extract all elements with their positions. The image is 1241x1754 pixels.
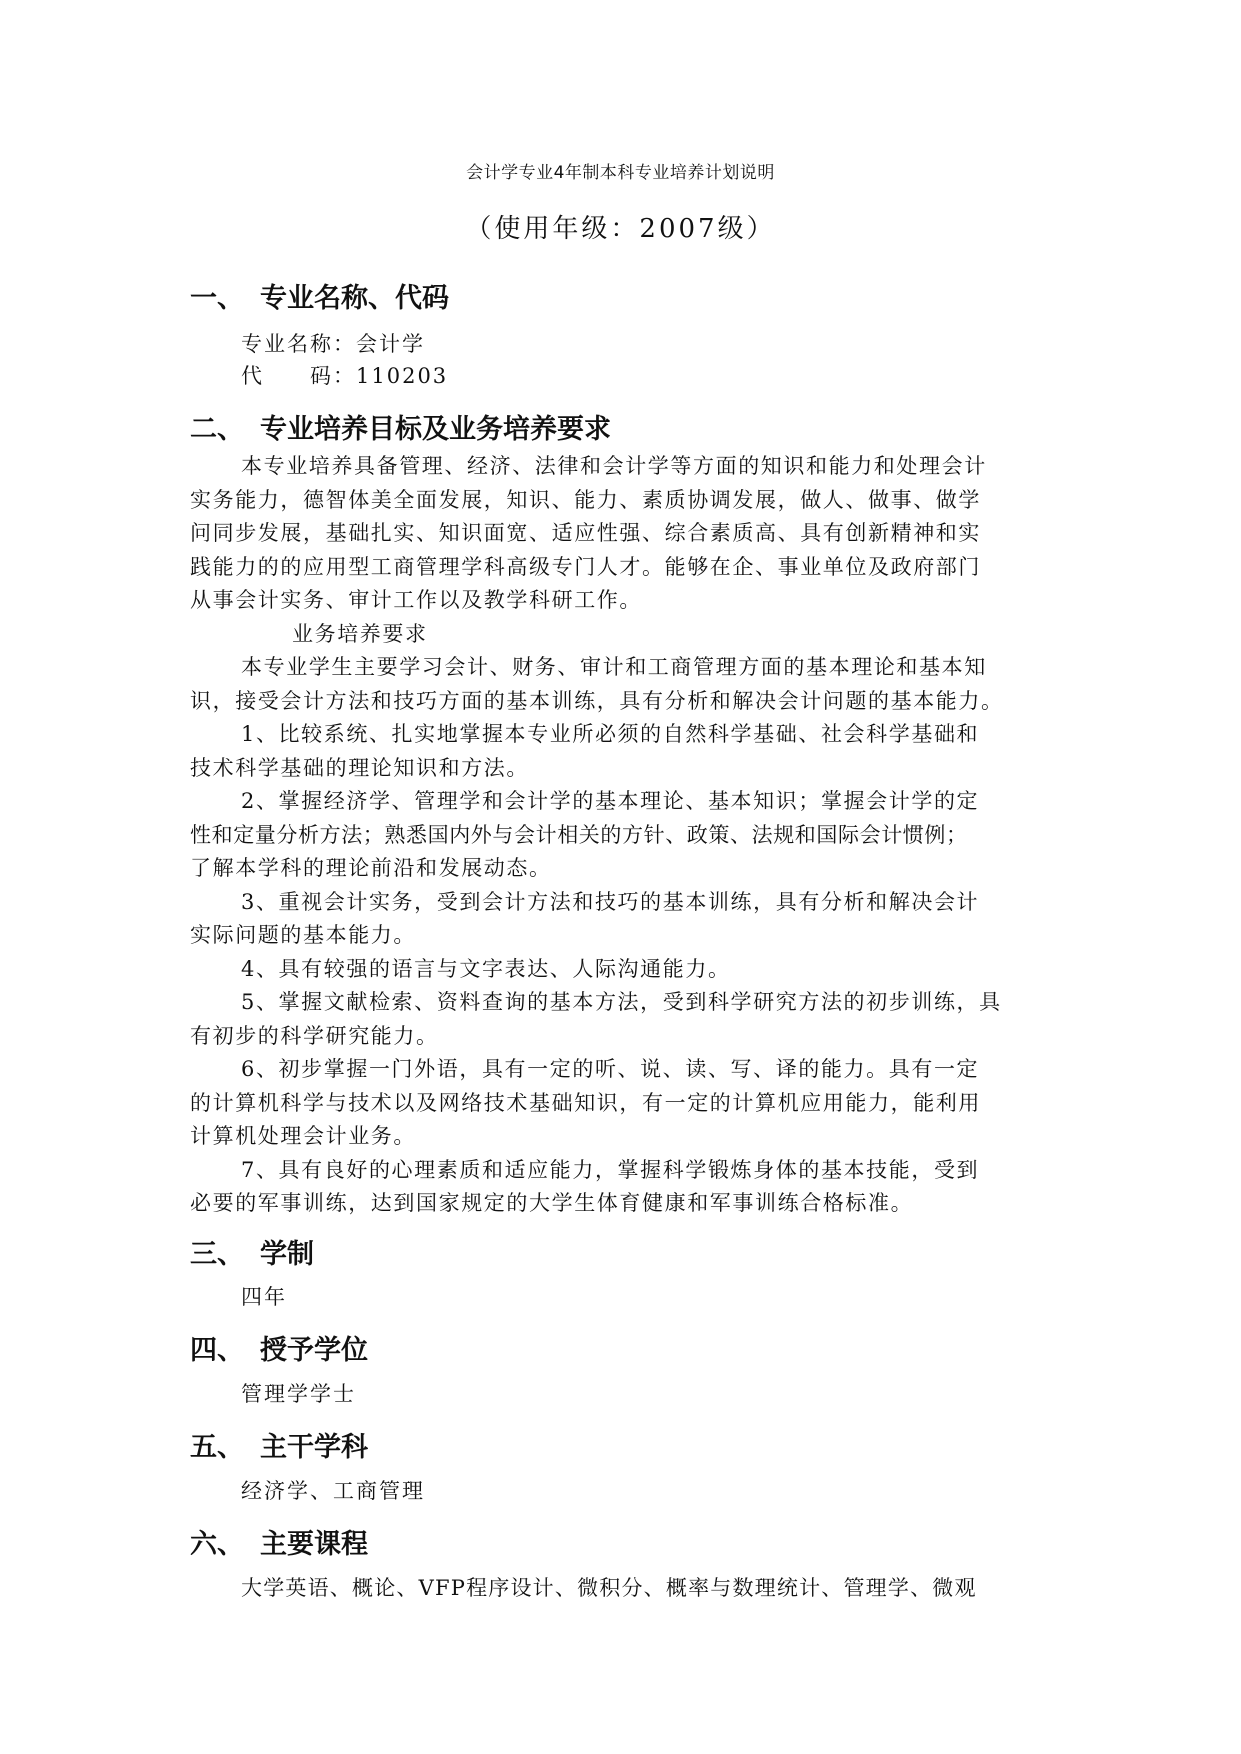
requirement-item-3: 实际问题的基本能力。 xyxy=(190,923,416,947)
requirement-item-5: 有初步的科学研究能力。 xyxy=(190,1024,439,1048)
section-title: 授予学位 xyxy=(260,1335,368,1366)
requirement-item-2: 了解本学科的理论前沿和发展动态。 xyxy=(190,856,552,880)
requirement-item-6: 6、初步掌握一门外语，具有一定的听、说、读、写、译的能力。具有一定 xyxy=(241,1057,980,1081)
section-title: 专业名称、代码 xyxy=(260,283,449,314)
requirement-item-7: 7、具有良好的心理素质和适应能力，掌握科学锻炼身体的基本技能，受到 xyxy=(241,1158,980,1182)
section-number: 四、 xyxy=(190,1335,244,1366)
objective-line: 本专业培养具备管理、经济、法律和会计学等方面的知识和能力和处理会计 xyxy=(241,454,987,478)
document-title: 会计学专业4年制本科专业培养计划说明 xyxy=(466,163,775,183)
section-number: 二、 xyxy=(190,414,244,445)
requirement-item-1: 技术科学基础的理论知识和方法。 xyxy=(190,756,529,780)
requirement-item-2: 性和定量分析方法；熟悉国内外与会计相关的方针、政策、法规和国际会计惯例； xyxy=(190,823,968,847)
section-number: 三、 xyxy=(190,1239,244,1270)
section-title: 专业培养目标及业务培养要求 xyxy=(260,414,611,445)
section-title: 主要课程 xyxy=(260,1529,368,1560)
duration-value: 四年 xyxy=(241,1285,287,1309)
degree-value: 管理学学士 xyxy=(241,1382,356,1406)
objective-line: 实务能力，德智体美全面发展，知识、能力、素质协调发展，做人、做事、做学 xyxy=(190,488,981,512)
section-heading-1 xyxy=(190,276,449,315)
major-name-line: 专业名称：会计学 xyxy=(241,332,425,356)
section-heading-6 xyxy=(190,1522,368,1561)
requirements-intro-line: 识，接受会计方法和技巧方面的基本训练，具有分析和解决会计问题的基本能力。 xyxy=(190,689,1004,713)
objective-line: 问同步发展，基础扎实、知识面宽、适应性强、综合素质高、具有创新精神和实 xyxy=(190,521,981,545)
requirement-item-6: 计算机处理会计业务。 xyxy=(190,1124,416,1148)
document-subtitle: （使用年级：2007级） xyxy=(465,214,776,244)
section-number: 五、 xyxy=(190,1432,244,1463)
section-heading-2 xyxy=(190,407,611,446)
section-title: 主干学科 xyxy=(260,1432,368,1463)
requirement-item-1: 1、比较系统、扎实地掌握本专业所必须的自然科学基础、社会科学基础和 xyxy=(241,722,980,746)
objective-line: 从事会计实务、审计工作以及教学科研工作。 xyxy=(190,588,642,612)
section-heading-4 xyxy=(190,1328,368,1367)
objective-line: 践能力的的应用型工商管理学科高级专门人才。能够在企、事业单位及政府部门 xyxy=(190,555,981,579)
major-code-label: 代 码： xyxy=(241,364,356,388)
disciplines-value: 经济学、工商管理 xyxy=(241,1479,425,1503)
section-number: 一、 xyxy=(190,283,244,314)
requirement-item-4: 4、具有较强的语言与文字表达、人际沟通能力。 xyxy=(241,957,731,981)
courses-line: 大学英语、概论、VFP程序设计、微积分、概率与数理统计、管理学、微观 xyxy=(241,1576,977,1600)
requirement-item-2: 2、掌握经济学、管理学和会计学的基本理论、基本知识；掌握会计学的定 xyxy=(241,789,980,813)
requirement-item-5: 5、掌握文献检索、资料查询的基本方法，受到科学研究方法的初步训练，具 xyxy=(241,990,1002,1014)
section-number: 六、 xyxy=(190,1529,244,1560)
requirement-item-7: 必要的军事训练，达到国家规定的大学生体育健康和军事训练合格标准。 xyxy=(190,1191,914,1215)
section-heading-5 xyxy=(190,1425,368,1464)
requirements-intro-line: 本专业学生主要学习会计、财务、审计和工商管理方面的基本理论和基本知 xyxy=(241,655,987,679)
major-code-line xyxy=(241,360,448,390)
section-heading-3 xyxy=(190,1232,314,1271)
requirement-item-3: 3、重视会计实务，受到会计方法和技巧的基本训练，具有分析和解决会计 xyxy=(241,890,980,914)
major-code-value: 110203 xyxy=(356,364,449,388)
requirement-item-6: 的计算机科学与技术以及网络技术基础知识，有一定的计算机应用能力，能利用 xyxy=(190,1091,981,1115)
requirements-heading: 业务培养要求 xyxy=(292,622,428,646)
section-title: 学制 xyxy=(260,1239,314,1270)
